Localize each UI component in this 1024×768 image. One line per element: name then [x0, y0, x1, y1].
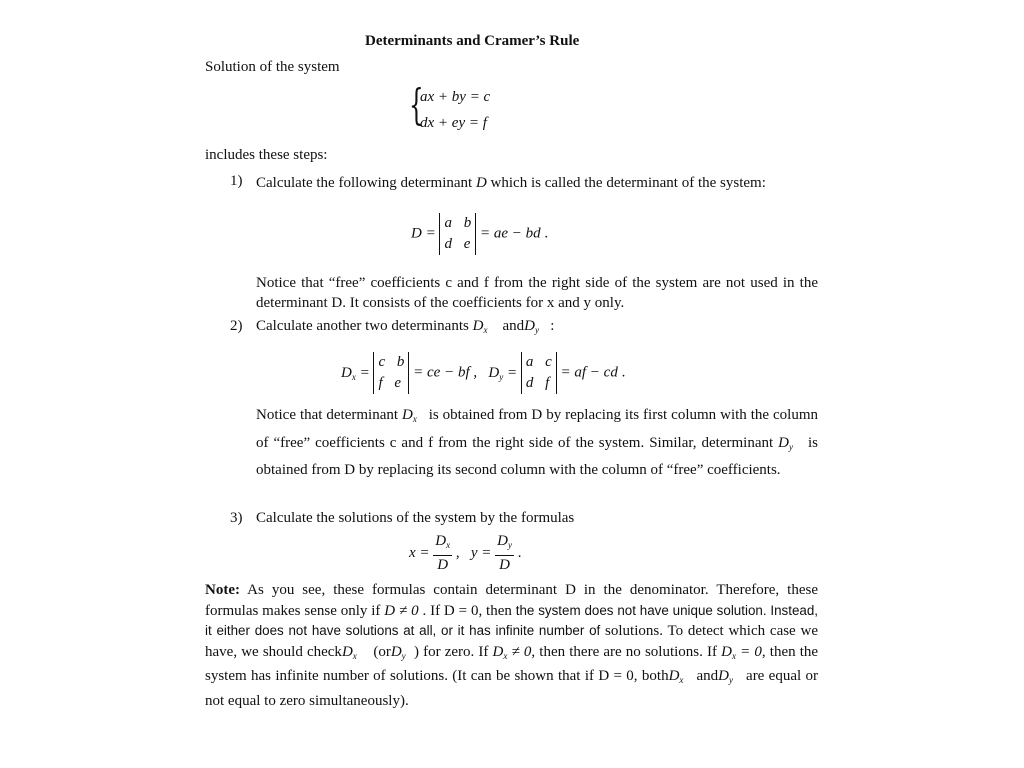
intro-text: Solution of the system	[205, 59, 340, 75]
step-1-notice: Notice that “free” coefficients c and f from the right side of the system are not used in the determinant D. It consists of the coefficients for x and y only.	[256, 275, 818, 311]
step-1-number: 1)	[230, 173, 243, 189]
step-1-text: Calculate the following determinant D which is called the determinant of the system:	[256, 175, 766, 191]
y-fraction: $\frac{D_y}{D}$	[497, 533, 512, 573]
system-brace: {	[409, 80, 424, 129]
step-2-number: 2)	[230, 318, 243, 334]
matrix-dy: a c d f	[521, 352, 557, 394]
matrix-d: a b d e	[439, 213, 476, 255]
includes-text: includes these steps:	[205, 147, 328, 163]
step-2-notice: Notice that determinant $D_x$ is obtained from D by replacing its first column with the column of “free” coefficients c and f from the right side of the system. Similar, determinant $D_y$ is obtained from D by replacing its second column with the column of “free” coefficients.	[256, 407, 819, 478]
step-2-text: Calculate another two determinants $D_x$ andD$_y$ :	[256, 318, 555, 335]
matrix-dx: c b f e	[373, 352, 409, 394]
equation-1: ax + by = c	[420, 89, 491, 105]
equation-system	[420, 84, 490, 136]
determinant-d: D = a b d e = ae − bd .	[411, 213, 548, 255]
cramer-formulas: x = $\frac{D_x}{D}$ , y = $\frac{D_y}{D}$ .	[409, 533, 522, 573]
equation-2: dx + ey = f	[420, 115, 487, 131]
note-label: Note:	[205, 582, 240, 598]
note-paragraph: Note: As you see, these formulas contain determinant D in the denominator. Therefore, these formulas makes sense only if D ≠ 0 . If D = 0, then the system does not have unique solution. Instead, it either does not have solutions at all, or it has infinite number of solutions. To detect which case we have, we should checkD$_x$ (orD$_y$ ) for zero. If $D_x \ne 0$, then there are no solutions. If $D_x = 0$, then the system has infinite number of solutions. (It can be shown that if D = 0, bothD$_x$ andD$_y$ are equal or not equal to zero simultaneously).	[205, 582, 819, 709]
x-fraction: $\frac{D_x}{D}$	[435, 533, 451, 573]
step-3-number: 3)	[230, 510, 243, 526]
dy-label: $D_y$ =	[488, 364, 518, 382]
page-title: Determinants and Cramer’s Rule	[365, 33, 580, 49]
step-3-text: Calculate the solutions of the system by the formulas	[256, 510, 575, 526]
determinants-dx-dy: $D_x$ = c b f e = ce − bf , $D_y$ = a c d f = af − cd .	[341, 352, 625, 394]
dx-label: $D_x$ =	[341, 364, 370, 382]
